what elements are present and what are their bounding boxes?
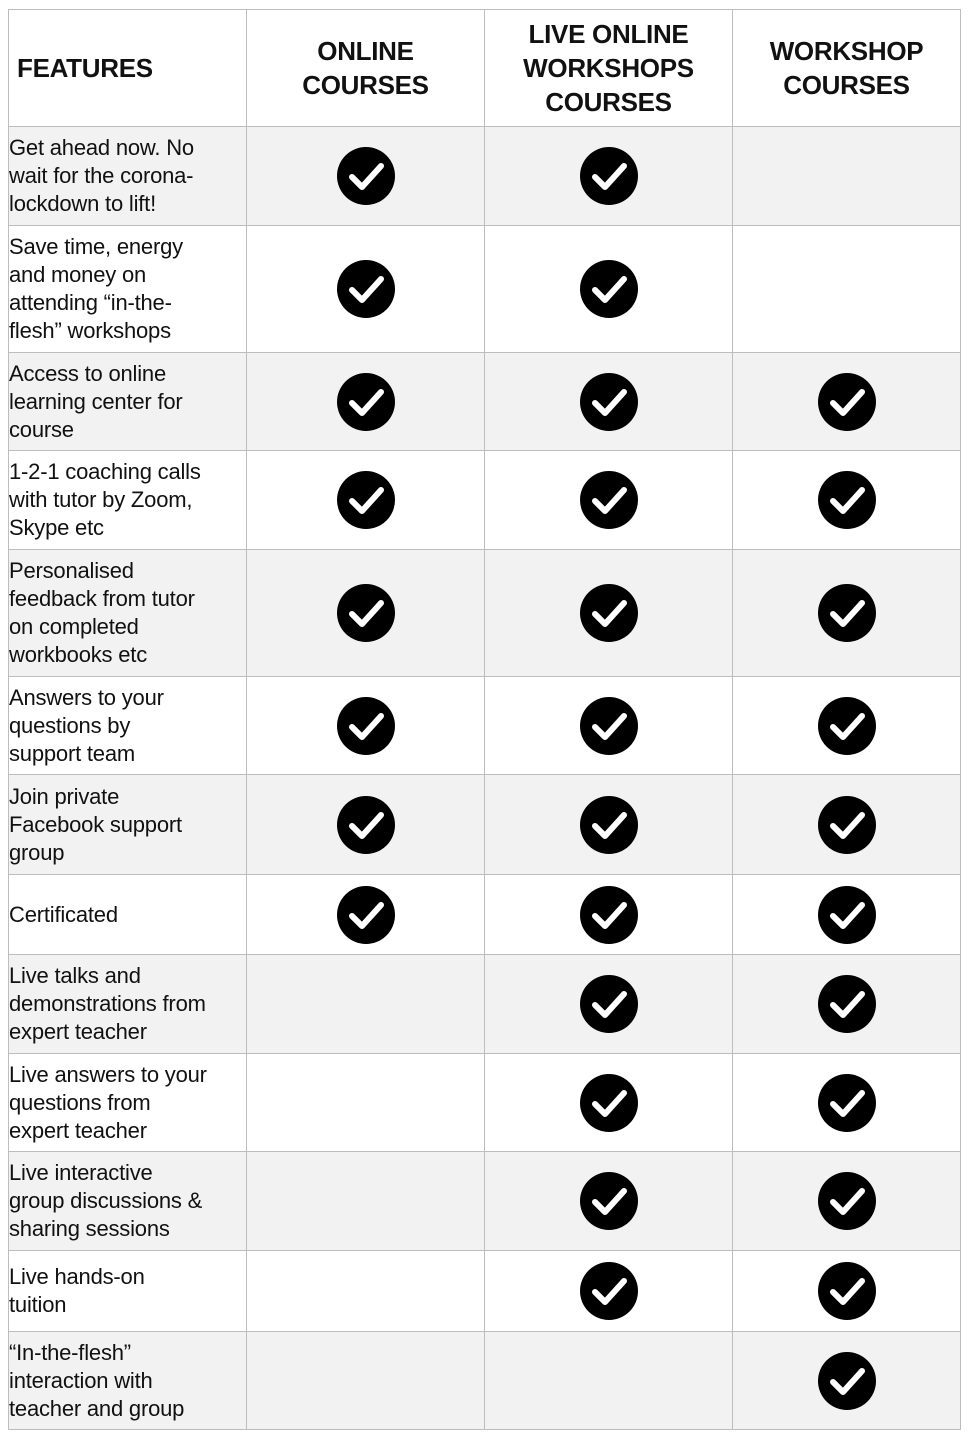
online-cell — [247, 1332, 485, 1430]
table-row — [9, 550, 961, 677]
live-cell — [485, 1332, 733, 1430]
workshop-cell — [733, 1251, 961, 1332]
feature-label: Personalised feedback from tutor on completed workbooks etc — [9, 550, 247, 677]
check-circle-icon — [817, 795, 877, 855]
online-cell — [247, 1054, 485, 1152]
feature-label: Live hands-on tuition — [9, 1251, 247, 1332]
feature-label: Access to online learning center for course — [9, 353, 247, 451]
check-circle-icon — [817, 1261, 877, 1321]
header-row — [9, 10, 961, 127]
table-row — [9, 1332, 961, 1430]
feature-label: Live interactive group discussions & sharing sessions — [9, 1152, 247, 1251]
online-cell — [247, 550, 485, 677]
check-circle-icon — [579, 1261, 639, 1321]
check-circle-icon — [579, 259, 639, 319]
check-circle-icon — [817, 885, 877, 945]
check-circle-icon — [817, 1171, 877, 1231]
feature-label: Join private Facebook support group — [9, 775, 247, 875]
feature-label: “In-the-flesh” interaction with teacher and group — [9, 1332, 247, 1430]
workshop-cell — [733, 1054, 961, 1152]
workshop-cell — [733, 127, 961, 226]
live-cell — [485, 451, 733, 550]
check-circle-icon — [817, 974, 877, 1034]
check-circle-icon — [579, 795, 639, 855]
check-circle-icon — [579, 1073, 639, 1133]
check-circle-icon — [817, 470, 877, 530]
table-row — [9, 955, 961, 1054]
check-circle-icon — [579, 885, 639, 945]
feature-label: Certificated — [9, 875, 247, 955]
check-circle-icon — [579, 974, 639, 1034]
workshop-cell — [733, 1332, 961, 1430]
table-row — [9, 451, 961, 550]
workshop-cell — [733, 775, 961, 875]
check-circle-icon — [336, 885, 396, 945]
features-comparison-table — [8, 9, 961, 1430]
online-cell — [247, 1152, 485, 1251]
check-circle-icon — [336, 259, 396, 319]
live-cell — [485, 1054, 733, 1152]
online-cell — [247, 775, 485, 875]
workshop-cell — [733, 451, 961, 550]
workshop-cell — [733, 875, 961, 955]
check-circle-icon — [336, 372, 396, 432]
workshop-cell — [733, 677, 961, 775]
check-circle-icon — [817, 1351, 877, 1411]
feature-label: Save time, energy and money on attending “in-the- flesh” workshops — [9, 226, 247, 353]
live-cell — [485, 1251, 733, 1332]
live-cell — [485, 875, 733, 955]
check-circle-icon — [579, 146, 639, 206]
table-row — [9, 1054, 961, 1152]
online-cell — [247, 677, 485, 775]
online-courses-column-header: ONLINE COURSES — [247, 10, 485, 127]
live-cell — [485, 550, 733, 677]
table-row — [9, 775, 961, 875]
features-column-header: FEATURES — [9, 10, 247, 127]
feature-label: Live talks and demonstrations from expert teacher — [9, 955, 247, 1054]
online-cell — [247, 353, 485, 451]
live-cell — [485, 677, 733, 775]
check-circle-icon — [579, 1171, 639, 1231]
workshop-cell — [733, 226, 961, 353]
live-cell — [485, 1152, 733, 1251]
check-circle-icon — [336, 795, 396, 855]
online-cell — [247, 226, 485, 353]
table-row — [9, 353, 961, 451]
workshop-cell — [733, 550, 961, 677]
table-row — [9, 677, 961, 775]
live-online-workshops-column-header: LIVE ONLINE WORKSHOPS COURSES — [485, 10, 733, 127]
feature-rows — [9, 127, 961, 1430]
table-row — [9, 875, 961, 955]
feature-label: Answers to your questions by support team — [9, 677, 247, 775]
workshop-cell — [733, 353, 961, 451]
table-row — [9, 226, 961, 353]
check-circle-icon — [336, 146, 396, 206]
workshop-courses-column-header: WORKSHOP COURSES — [733, 10, 961, 127]
check-circle-icon — [336, 583, 396, 643]
check-circle-icon — [579, 696, 639, 756]
check-circle-icon — [336, 470, 396, 530]
check-circle-icon — [817, 583, 877, 643]
online-cell — [247, 451, 485, 550]
feature-label: 1-2-1 coaching calls with tutor by Zoom, Skype etc — [9, 451, 247, 550]
live-cell — [485, 955, 733, 1054]
check-circle-icon — [579, 583, 639, 643]
feature-label: Get ahead now. No wait for the corona- lockdown to lift! — [9, 127, 247, 226]
check-circle-icon — [336, 696, 396, 756]
online-cell — [247, 1251, 485, 1332]
check-circle-icon — [817, 1073, 877, 1133]
online-cell — [247, 127, 485, 226]
workshop-cell — [733, 955, 961, 1054]
workshop-cell — [733, 1152, 961, 1251]
live-cell — [485, 226, 733, 353]
check-circle-icon — [579, 470, 639, 530]
table-row — [9, 1251, 961, 1332]
check-circle-icon — [817, 372, 877, 432]
table-row — [9, 1152, 961, 1251]
live-cell — [485, 353, 733, 451]
live-cell — [485, 127, 733, 226]
check-circle-icon — [579, 372, 639, 432]
online-cell — [247, 955, 485, 1054]
table-row — [9, 127, 961, 226]
online-cell — [247, 875, 485, 955]
feature-label: Live answers to your questions from expert teacher — [9, 1054, 247, 1152]
check-circle-icon — [817, 696, 877, 756]
live-cell — [485, 775, 733, 875]
